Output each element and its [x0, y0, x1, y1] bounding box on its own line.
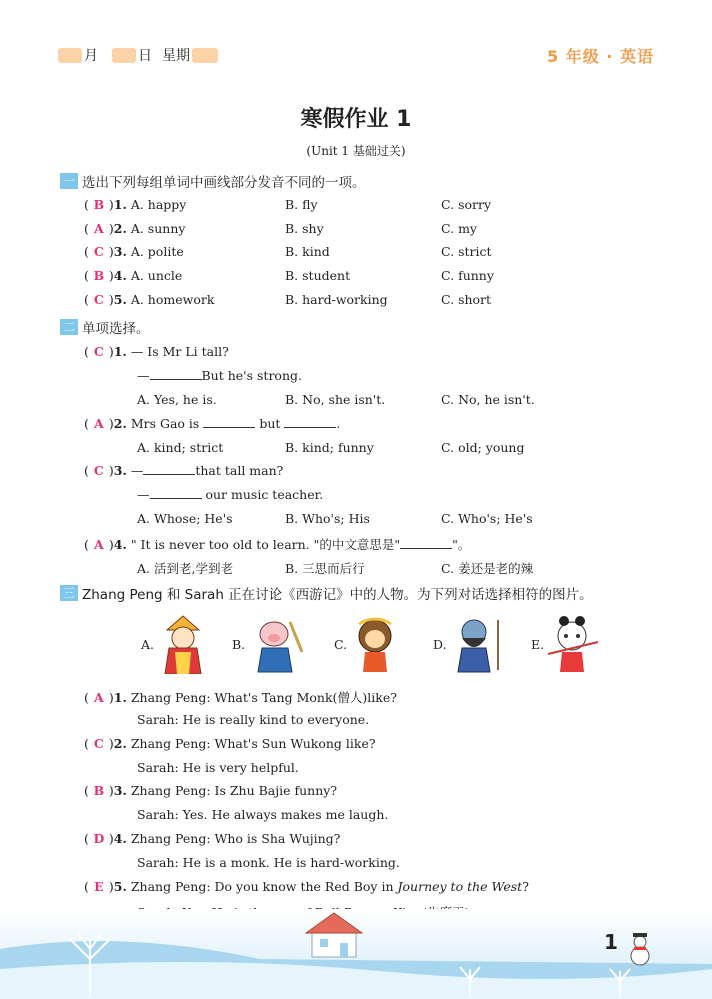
option-a: A. homework [130, 292, 215, 307]
question-row: ( D )4. Zhang Peng: Who is Sha Wujing? [84, 831, 341, 846]
question-stem: Mrs Gao is [130, 416, 200, 431]
option-b: B. hard-working [285, 292, 388, 307]
page-subtitle: (Unit 1 基础过关) [306, 144, 406, 158]
footer-winter-scene [0, 909, 712, 999]
question-number: 4. [113, 537, 127, 552]
answer: A [94, 221, 104, 236]
blank-line[interactable] [400, 537, 452, 549]
question-number: 1. [113, 690, 127, 705]
option-c: C. old; young [441, 440, 525, 455]
grade-subject: 5 年级 · 英语 [547, 47, 654, 66]
option-a: A. kind; strict [137, 440, 224, 455]
month-label: 月 [84, 48, 98, 64]
section-2-instruction: 单项选择。 [82, 321, 150, 337]
blank-line[interactable] [284, 416, 336, 428]
question-number: 2. [113, 221, 127, 236]
question-number: 5. [113, 879, 127, 894]
answer: C [93, 344, 104, 359]
option-c: C. No, he isn't. [441, 392, 535, 407]
option-a: A. Yes, he is. [137, 392, 217, 407]
question-number: 2. [113, 736, 127, 751]
tang-monk-icon [153, 612, 213, 674]
question-row: ( A )2. A. sunny [84, 221, 186, 236]
option-c: C. 姜还是老的辣 [441, 561, 534, 576]
picture-label: E. [531, 637, 545, 652]
answer-line: — our music teacher. [137, 487, 324, 502]
month-blank[interactable] [58, 48, 82, 63]
blank-line[interactable] [150, 487, 202, 499]
option-b: B. kind; funny [285, 440, 374, 455]
dialogue-reply: Sarah: He is a monk. He is hard-working. [137, 855, 400, 870]
question-row: ( A )2. Mrs Gao is but . [84, 416, 341, 431]
answer: C [93, 736, 104, 751]
answer: C [93, 244, 104, 259]
section-2-heading [60, 317, 150, 337]
weekday-label: 星期 [162, 48, 190, 64]
question-number: 4. [113, 268, 127, 283]
blank-line[interactable] [150, 368, 202, 380]
option-c: C. Who's; He's [441, 511, 533, 526]
answer: C [93, 463, 104, 478]
sha-wujing-icon [446, 612, 506, 674]
question-number: 1. [113, 344, 127, 359]
date-fields [58, 46, 218, 64]
zhu-bajie-icon [246, 612, 306, 674]
option-b: B. 三思而后行 [285, 561, 365, 576]
answer: B [93, 268, 105, 283]
option-a: A. polite [130, 244, 184, 259]
question-row: ( C )5. A. homework [84, 292, 215, 307]
page-title: 寒假作业 1 [300, 107, 412, 132]
answer: A [94, 690, 104, 705]
page-number: 1 [604, 930, 618, 954]
section-2-badge: 二 [60, 319, 78, 335]
section-3-instruction: Zhang Peng 和 Sarah 正在讨论《西游记》中的人物。为下列对话选择相符的图片。 [82, 587, 593, 603]
question-row: ( A )4. " It is never too old to learn. "的中文意思是" "。 [84, 537, 471, 552]
day-blank[interactable] [112, 48, 136, 63]
option-a: A. 活到老,学到老 [137, 561, 233, 576]
day-label: 日 [138, 48, 152, 64]
picture-label: A. [141, 637, 155, 652]
question-row: ( A )1. Zhang Peng: What's Tang Monk(僧人)like? [84, 690, 397, 705]
blank-line[interactable] [143, 463, 195, 475]
option-c: C. my [441, 221, 477, 236]
dialogue-question-end: ? [522, 879, 529, 894]
dialogue-question: Zhang Peng: Do you know the Red Boy in [130, 879, 394, 894]
question-stem: that tall man? [195, 463, 284, 478]
question-number: 5. [113, 292, 127, 307]
option-b: B. student [285, 268, 351, 283]
dialogue-question: Zhang Peng: What's Sun Wukong like? [130, 736, 376, 751]
answer: D [93, 831, 105, 846]
question-row: ( E )5. Zhang Peng: Do you know the Red Boy in Journey to the West? [84, 879, 529, 894]
dialogue-reply: Sarah: He is really kind to everyone. [137, 712, 370, 727]
answer-line: — But he's strong. [137, 368, 302, 383]
question-number: 3. [113, 463, 127, 478]
question-stem: " It is never too old to learn. "的中文意思是" [130, 537, 401, 552]
section-3-heading [60, 583, 593, 603]
answer: C [93, 292, 104, 307]
option-b: B. No, she isn't. [285, 392, 386, 407]
question-row: ( B )4. A. uncle [84, 268, 183, 283]
book-title: Journey to the West [397, 879, 523, 894]
picture-label: C. [334, 637, 348, 652]
section-1-badge: 一 [60, 173, 78, 189]
sun-wukong-icon [345, 612, 405, 674]
question-number: 1. [113, 197, 127, 212]
option-b: B. kind [285, 244, 330, 259]
dialogue-reply: Sarah: He is very helpful. [137, 760, 299, 775]
answer: B [93, 783, 105, 798]
question-row: ( C )2. Zhang Peng: What's Sun Wukong like? [84, 736, 376, 751]
option-c: C. short [441, 292, 492, 307]
blank-line[interactable] [203, 416, 255, 428]
option-a: A. sunny [130, 221, 186, 236]
option-b: B. Who's; His [285, 511, 370, 526]
dialogue-question: Zhang Peng: What's Tang Monk(僧人)like? [130, 690, 397, 705]
answer: E [94, 879, 104, 894]
line-text: But he's strong. [201, 368, 302, 383]
line-text: our music teacher. [205, 487, 324, 502]
question-stem: but [259, 416, 281, 431]
question-row: ( C )1. — Is Mr Li tall? [84, 344, 229, 359]
question-number: 2. [113, 416, 127, 431]
picture-label: D. [433, 637, 447, 652]
option-c: C. sorry [441, 197, 492, 212]
option-b: B. shy [285, 221, 324, 236]
dialogue-question: Zhang Peng: Is Zhu Bajie funny? [130, 783, 338, 798]
question-row: ( B )1. A. happy [84, 197, 187, 212]
option-a: A. happy [130, 197, 187, 212]
dialogue-question: Zhang Peng: Who is Sha Wujing? [130, 831, 341, 846]
question-row: ( C )3. — that tall man? [84, 463, 284, 478]
weekday-blank[interactable] [192, 48, 218, 63]
option-a: A. Whose; He's [137, 511, 233, 526]
question-number: 3. [113, 244, 127, 259]
question-number: 3. [113, 783, 127, 798]
answer: B [93, 197, 105, 212]
option-a: A. uncle [130, 268, 183, 283]
red-boy-icon [542, 612, 602, 674]
question-row: ( C )3. A. polite [84, 244, 184, 259]
question-row: ( B )3. Zhang Peng: Is Zhu Bajie funny? [84, 783, 338, 798]
answer: A [94, 537, 104, 552]
option-c: C. funny [441, 268, 494, 283]
question-number: 4. [113, 831, 127, 846]
option-c: C. strict [441, 244, 492, 259]
picture-label: B. [232, 637, 246, 652]
question-stem: — Is Mr Li tall? [130, 344, 229, 359]
dialogue-reply: Sarah: Yes. He always makes me laugh. [137, 807, 389, 822]
section-1-instruction: 选出下列每组单词中画线部分发音不同的一项。 [82, 175, 366, 191]
question-stem-end: "。 [452, 537, 471, 552]
answer: A [94, 416, 104, 431]
section-3-badge: 三 [60, 585, 78, 601]
section-1-heading [60, 171, 366, 191]
option-b: B. fly [285, 197, 318, 212]
